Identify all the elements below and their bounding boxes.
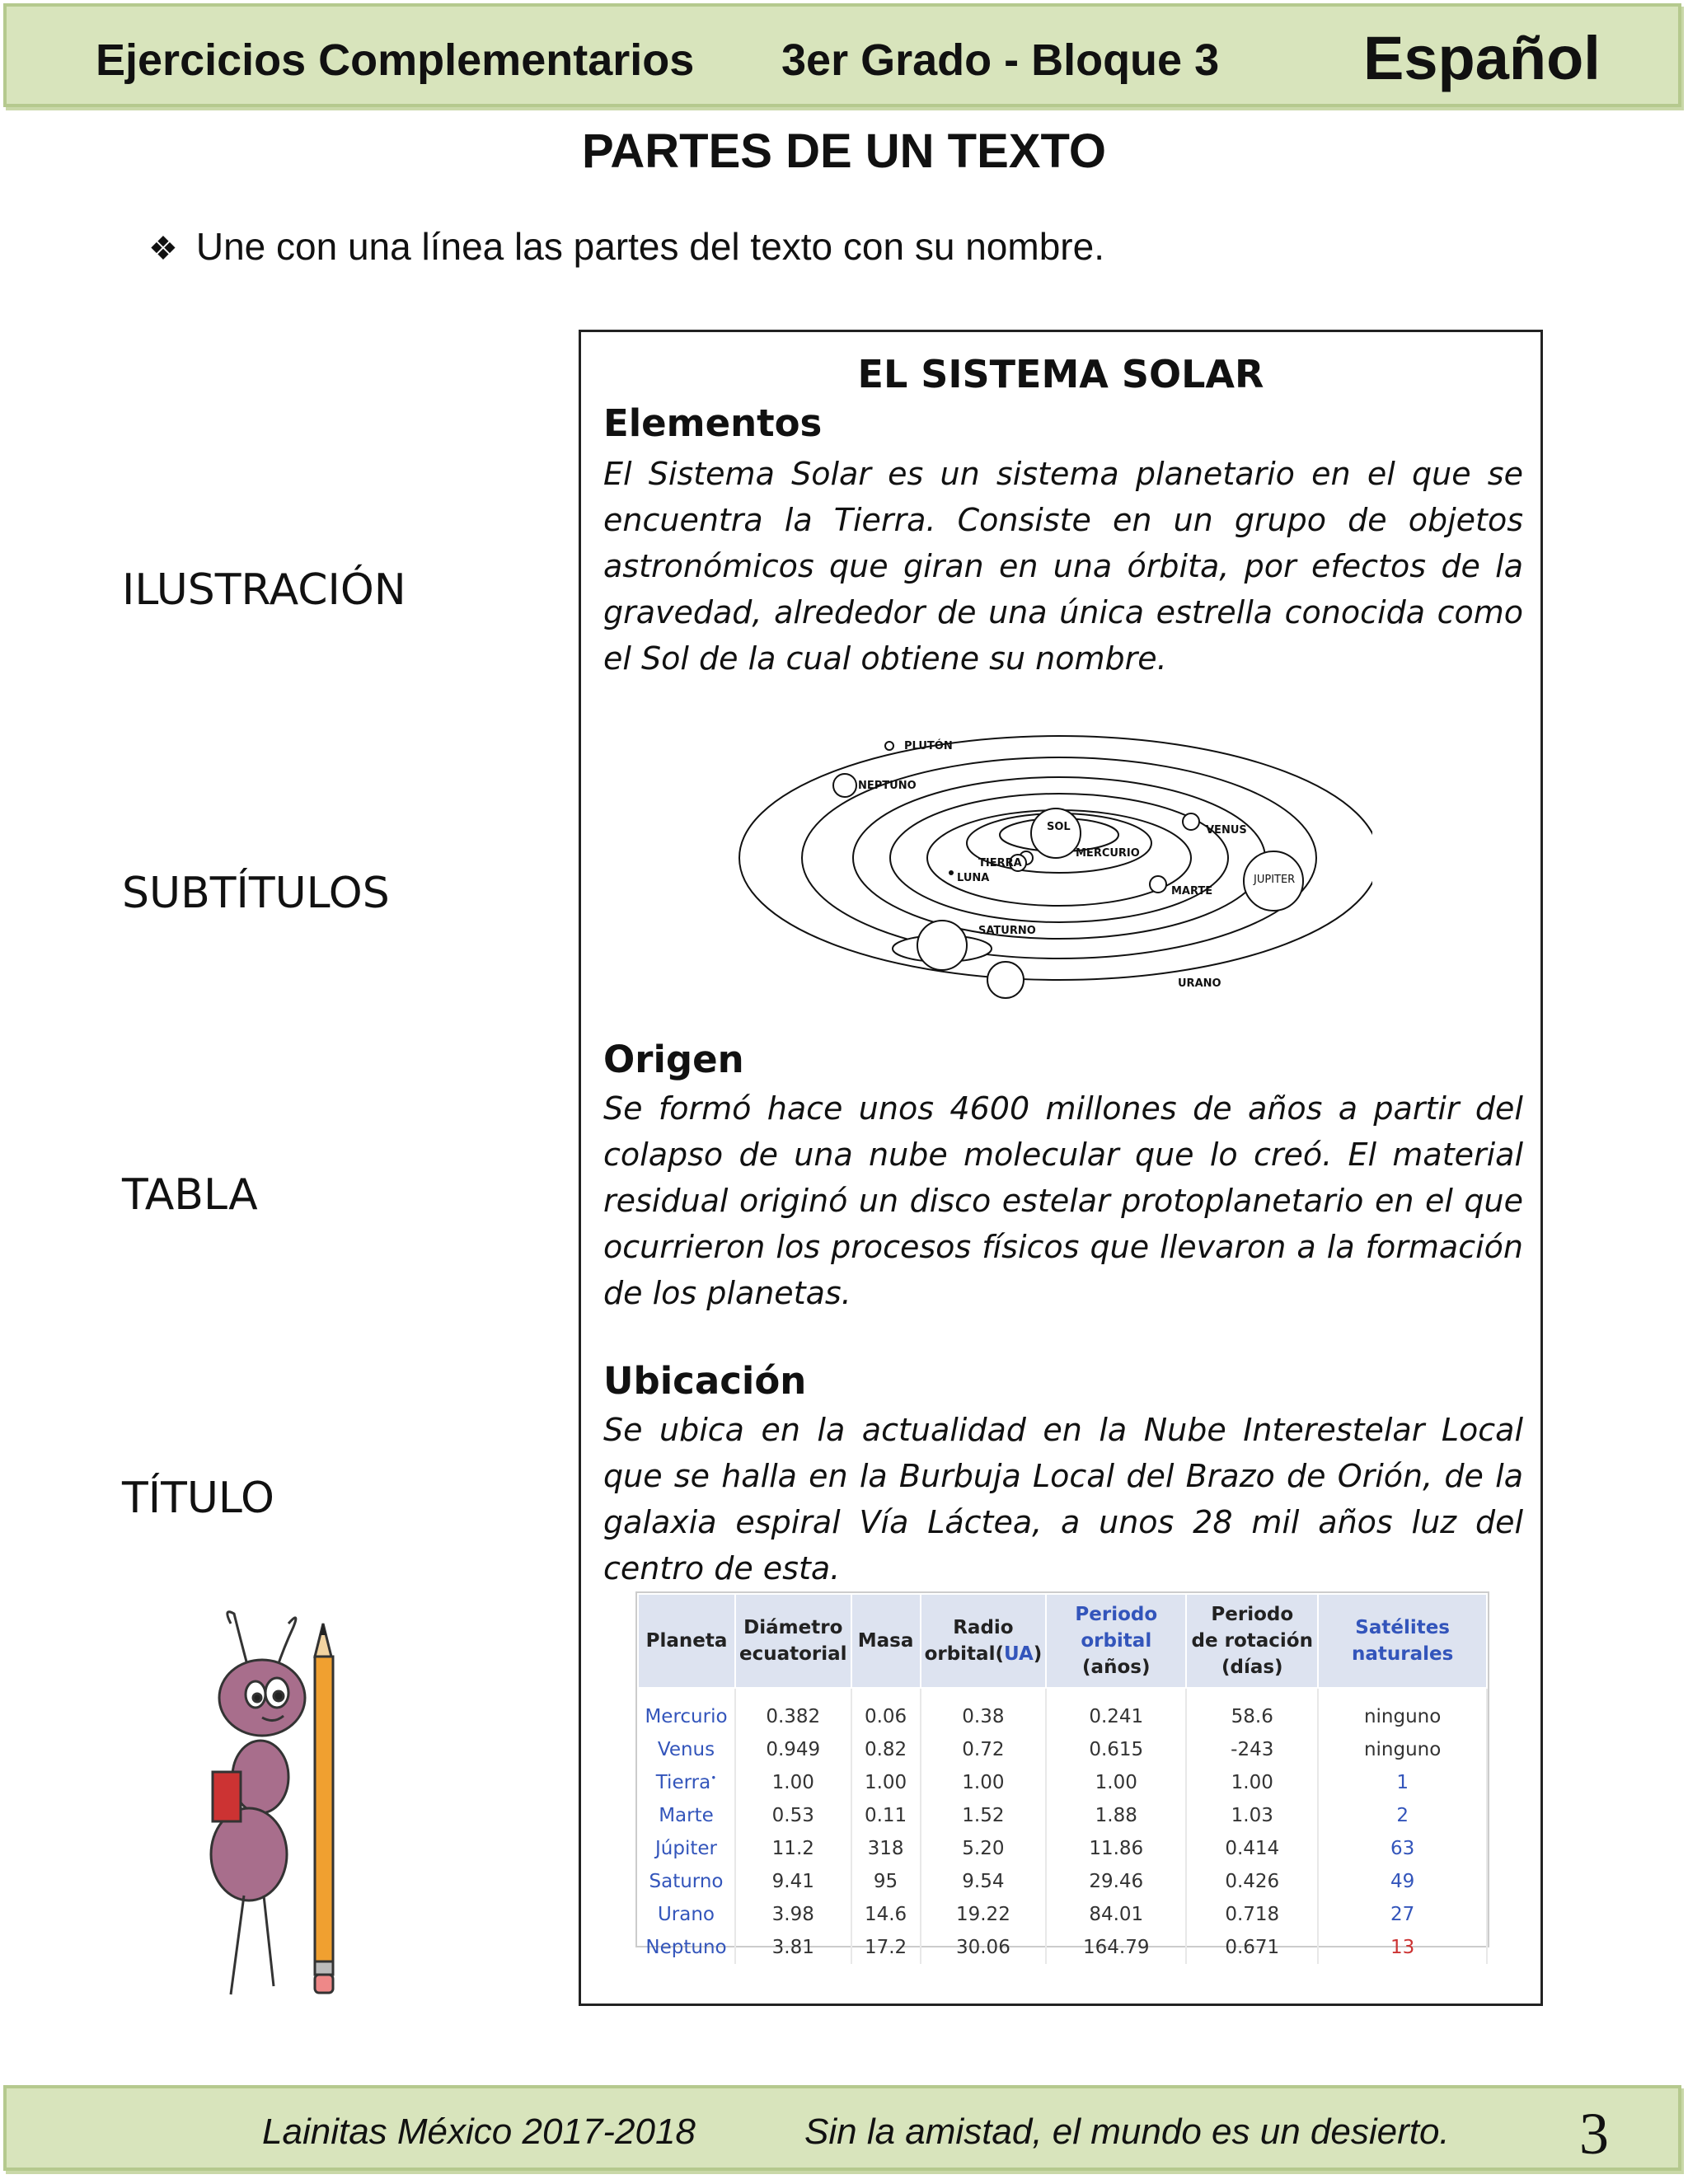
cell-satelites: 49 bbox=[1318, 1865, 1487, 1898]
cell-masa: 95 bbox=[851, 1865, 921, 1898]
table-row bbox=[638, 1931, 1487, 1964]
subtitle-elementos: Elementos bbox=[603, 401, 823, 445]
cell-periodo-orbital: 0.615 bbox=[1046, 1733, 1186, 1766]
footer-band bbox=[3, 2085, 1681, 2171]
planet-table bbox=[637, 1593, 1488, 1964]
cell-planeta: Júpiter bbox=[638, 1832, 735, 1865]
page-title: PARTES DE UN TEXTO bbox=[582, 124, 1106, 178]
cell-diametro: 3.81 bbox=[735, 1931, 851, 1964]
header-left-text: Ejercicios Complementarios bbox=[96, 35, 695, 85]
header-grade-text: 3er Grado - Bloque 3 bbox=[781, 35, 1220, 85]
label-titulo: TÍTULO bbox=[122, 1474, 274, 1523]
table-row bbox=[638, 1799, 1487, 1832]
text-title: EL SISTEMA SOLAR bbox=[857, 352, 1264, 396]
cell-masa: 0.82 bbox=[851, 1733, 921, 1766]
cell-planeta: Marte bbox=[638, 1799, 735, 1832]
paragraph-origen: Se formó hace unos 4600 millones de años a partir del colapso de una nube molecular que lo creó. El material residual originó un disco estelar protoplanetario en el que ocurrieron los procesos físicos que llevaron a la formación de los planetas. bbox=[603, 1090, 1523, 1311]
cell-planeta: Neptuno bbox=[638, 1931, 735, 1964]
cell-radio: 1.52 bbox=[921, 1799, 1047, 1832]
instruction-text: Une con una línea las partes del texto con su nombre. bbox=[195, 225, 1104, 268]
cell-masa: 1.00 bbox=[851, 1766, 921, 1799]
sample-text-box bbox=[579, 330, 1543, 2006]
table-row bbox=[638, 1688, 1487, 1733]
instruction bbox=[148, 224, 1104, 269]
cell-satelites: 27 bbox=[1318, 1898, 1487, 1931]
table-row bbox=[638, 1832, 1487, 1865]
label-saturno: SATURNO bbox=[978, 925, 1036, 937]
cell-radio: 30.06 bbox=[921, 1931, 1047, 1964]
label-ilustracion: ILUSTRACIÓN bbox=[122, 565, 406, 615]
saturn-shape bbox=[917, 921, 967, 970]
cell-periodo-rotacion: 0.426 bbox=[1186, 1865, 1318, 1898]
cell-periodo-rotacion: 0.414 bbox=[1186, 1832, 1318, 1865]
cell-radio: 9.54 bbox=[921, 1865, 1047, 1898]
cell-periodo-rotacion: -243 bbox=[1186, 1733, 1318, 1766]
label-luna: LUNA bbox=[957, 872, 990, 884]
antenna-right bbox=[277, 1618, 296, 1668]
label-pluton: PLUTÓN bbox=[904, 740, 953, 752]
cell-planeta: Urano bbox=[638, 1898, 735, 1931]
cell-periodo-rotacion: 1.03 bbox=[1186, 1799, 1318, 1832]
cell-diametro: 0.53 bbox=[735, 1799, 851, 1832]
header-diametro: Diámetro ecuatorial bbox=[735, 1594, 851, 1688]
neptune-shape bbox=[833, 774, 856, 797]
cell-satelites: 2 bbox=[1318, 1799, 1487, 1832]
cell-satelites: ninguno bbox=[1318, 1733, 1487, 1766]
cell-periodo-orbital: 164.79 bbox=[1046, 1931, 1186, 1964]
venus-shape bbox=[1183, 813, 1199, 830]
label-urano: URANO bbox=[1178, 977, 1221, 990]
pluto-shape bbox=[885, 742, 893, 750]
table-row bbox=[638, 1898, 1487, 1931]
table-row bbox=[638, 1865, 1487, 1898]
cell-satelites: 13 bbox=[1318, 1931, 1487, 1964]
solar-system-illustration bbox=[713, 719, 1372, 1000]
mars-shape bbox=[1150, 876, 1166, 893]
cell-satelites: 1 bbox=[1318, 1766, 1487, 1799]
cell-periodo-rotacion: 58.6 bbox=[1186, 1688, 1318, 1733]
label-neptuno: NEPTUNO bbox=[858, 780, 917, 792]
moon-shape bbox=[949, 870, 954, 875]
cell-masa: 0.06 bbox=[851, 1688, 921, 1733]
label-subtitulos: SUBTÍTULOS bbox=[122, 869, 390, 918]
cell-periodo-orbital: 11.86 bbox=[1046, 1832, 1186, 1865]
label-venus: VENUS bbox=[1206, 824, 1247, 837]
cell-periodo-rotacion: 1.00 bbox=[1186, 1766, 1318, 1799]
table-row bbox=[638, 1766, 1487, 1799]
cell-diametro: 3.98 bbox=[735, 1898, 851, 1931]
paragraph-elementos: El Sistema Solar es un sistema planetario en el que se encuentra la Tierra. Consiste en un grupo de objetos astronómicos que giran en una órbita, por efectos de la gravedad, alrededor de una única estrella conocida como el Sol de la cual obtiene su nombre. bbox=[603, 456, 1523, 677]
header-band bbox=[3, 3, 1681, 107]
pencil-shape bbox=[315, 1624, 333, 1993]
header-masa: Masa bbox=[851, 1594, 921, 1688]
cell-satelites: 63 bbox=[1318, 1832, 1487, 1865]
cell-planeta: Tierra• bbox=[638, 1766, 735, 1799]
subtitle-origen: Origen bbox=[603, 1038, 744, 1081]
header-periodo-orbital: Periodo orbital (años) bbox=[1046, 1594, 1186, 1688]
cell-diametro: 11.2 bbox=[735, 1832, 851, 1865]
ant-leg-right bbox=[264, 1896, 274, 1986]
header-subject-text: Español bbox=[1363, 24, 1601, 92]
cell-periodo-orbital: 0.241 bbox=[1046, 1688, 1186, 1733]
label-sol: SOL bbox=[1047, 821, 1071, 833]
books-shape bbox=[213, 1772, 241, 1821]
header-radio: Radio orbital(UA) bbox=[921, 1594, 1047, 1688]
cell-masa: 0.11 bbox=[851, 1799, 921, 1832]
cell-periodo-orbital: 29.46 bbox=[1046, 1865, 1186, 1898]
header-satelites: Satélites naturales bbox=[1318, 1594, 1487, 1688]
footer-author: Lainitas México 2017-2018 bbox=[262, 2111, 696, 2152]
header-periodo-rotacion: Periodo de rotación (días) bbox=[1186, 1594, 1318, 1688]
cell-periodo-rotacion: 0.671 bbox=[1186, 1931, 1318, 1964]
page-number: 3 bbox=[1579, 2101, 1609, 2167]
cell-periodo-orbital: 1.88 bbox=[1046, 1799, 1186, 1832]
cell-masa: 318 bbox=[851, 1832, 921, 1865]
label-tierra: TIERRA bbox=[978, 857, 1022, 869]
footer-quote: Sin la amistad, el mundo es un desierto. bbox=[804, 2111, 1450, 2152]
ant-leg-left bbox=[231, 1896, 244, 1994]
table-row bbox=[638, 1733, 1487, 1766]
cell-planeta: Mercurio bbox=[638, 1688, 735, 1733]
paragraph-ubicacion: Se ubica en la actualidad en la Nube Interestelar Local que se halla en la Burbuja Local del Brazo de Orión, de la galaxia espiral Vía Láctea, a unos 28 mil años luz del centro de esta. bbox=[603, 1412, 1523, 1586]
cell-periodo-rotacion: 0.718 bbox=[1186, 1898, 1318, 1931]
cell-radio: 0.72 bbox=[921, 1733, 1047, 1766]
cell-radio: 5.20 bbox=[921, 1832, 1047, 1865]
sun-shape bbox=[1031, 808, 1081, 858]
cell-satelites: ninguno bbox=[1318, 1688, 1487, 1733]
cell-radio: 19.22 bbox=[921, 1898, 1047, 1931]
label-jupiter: JUPITER bbox=[1254, 874, 1296, 886]
diamond-bullet-icon: ❖ bbox=[148, 231, 178, 267]
cell-planeta: Saturno bbox=[638, 1865, 735, 1898]
antenna-left bbox=[227, 1612, 247, 1665]
ant-mascot-illustration bbox=[198, 1607, 363, 2019]
cell-masa: 17.2 bbox=[851, 1931, 921, 1964]
label-mercurio: MERCURIO bbox=[1076, 847, 1140, 860]
cell-diametro: 1.00 bbox=[735, 1766, 851, 1799]
cell-diametro: 0.382 bbox=[735, 1688, 851, 1733]
uranus-shape bbox=[987, 962, 1024, 998]
cell-radio: 1.00 bbox=[921, 1766, 1047, 1799]
label-marte: MARTE bbox=[1171, 885, 1213, 898]
subtitle-ubicacion: Ubicación bbox=[603, 1359, 807, 1403]
header-planeta: Planeta bbox=[638, 1594, 735, 1688]
cell-planeta: Venus bbox=[638, 1733, 735, 1766]
cell-diametro: 0.949 bbox=[735, 1733, 851, 1766]
cell-periodo-orbital: 1.00 bbox=[1046, 1766, 1186, 1799]
cell-periodo-orbital: 84.01 bbox=[1046, 1898, 1186, 1931]
cell-masa: 14.6 bbox=[851, 1898, 921, 1931]
cell-diametro: 9.41 bbox=[735, 1865, 851, 1898]
cell-radio: 0.38 bbox=[921, 1688, 1047, 1733]
table-header-row bbox=[638, 1594, 1487, 1688]
label-tabla: TABLA bbox=[122, 1170, 258, 1220]
